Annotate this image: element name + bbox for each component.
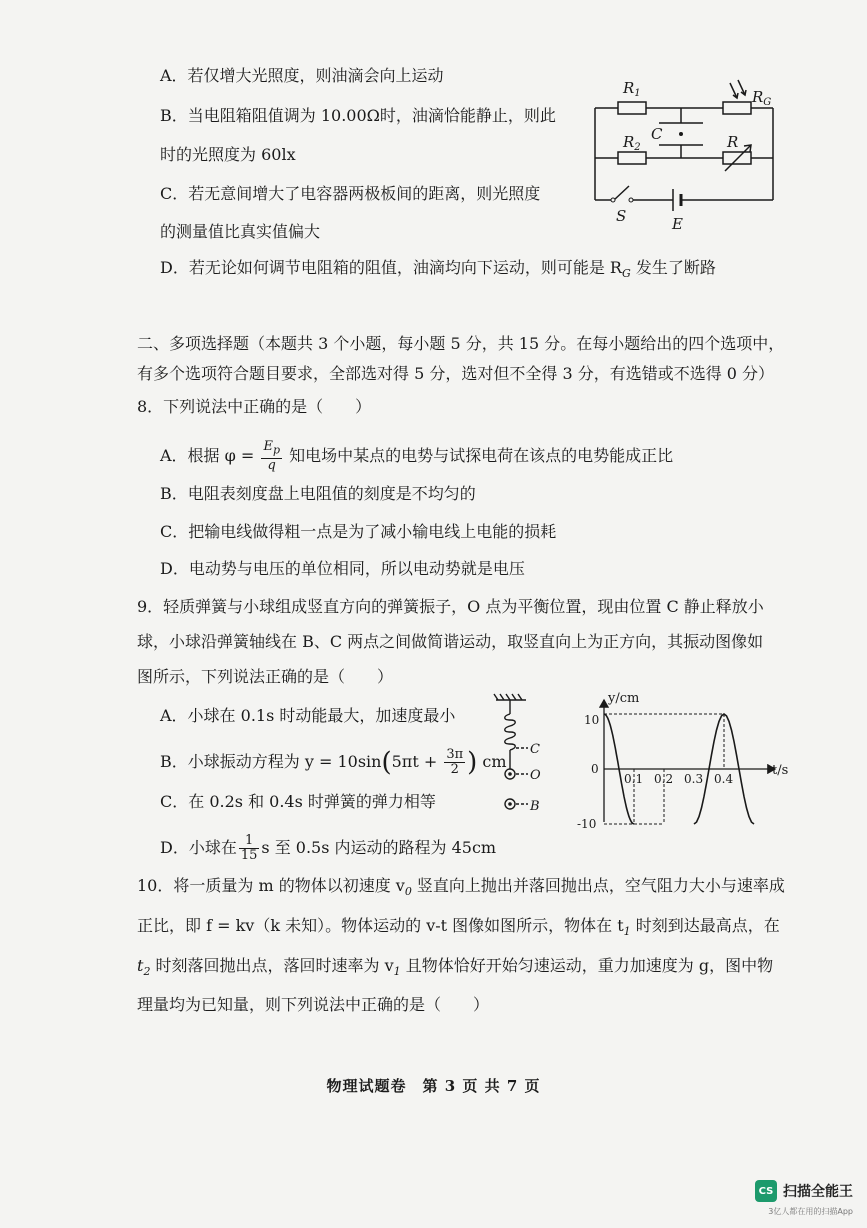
q7-option-a: A．若仅增大光照度，则油滴会向上运动 <box>160 66 444 85</box>
y-tick-label: 0 <box>591 762 599 776</box>
label-rg: $R_G$ <box>752 88 772 108</box>
q8-stem: 8．下列说法中正确的是（ ） <box>137 397 372 416</box>
label-s: S <box>616 207 627 225</box>
q7-option-c-line2: 的测量值比真实值偏大 <box>160 222 321 241</box>
q7-option-b-line2: 时的光照度为 60lx <box>160 145 296 164</box>
x-tick-label: 0.4 <box>714 772 734 786</box>
x-axis-label: t/s <box>772 763 789 778</box>
label-r2: $R_2$ <box>623 133 641 153</box>
page-footer: 物理试题卷 第 3 页 共 7 页 <box>326 1077 541 1095</box>
q7-option-c-line1: C．若无意间增大了电容器两极板间的距离，则光照度 <box>160 184 541 203</box>
spring-label-c: C <box>530 742 540 757</box>
spring-oscillator-figure <box>488 692 558 822</box>
section2-heading-line1: 二、多项选择题（本题共 3 个小题，每小题 5 分，共 15 分。在每小题给出的四个选项中， <box>137 334 785 353</box>
scanner-watermark <box>755 1180 853 1202</box>
y-axis-label: y/cm <box>608 691 640 706</box>
label-r: R <box>727 133 739 151</box>
circuit-diagram <box>585 75 785 235</box>
label-c: C <box>651 125 663 143</box>
q9-stem-line3: 图所示，下列说法正确的是（ ） <box>137 667 394 686</box>
y-tick-label: 10 <box>584 713 600 727</box>
spring-label-b: B <box>530 799 540 814</box>
q10-line1: 10．将一质量为 m 的物体以初速度 $v_0$ 竖直向上抛出并落回抛出点，空气阻力大小与速率成 <box>137 876 785 899</box>
q10-line3: $t_2$ 时刻落回抛出点，落回时速率为 $v_1$ 且物体恰好开始匀速运动，重力加速度为 g，图中物 <box>137 956 774 979</box>
x-tick-label: 0.1 <box>624 772 644 786</box>
q8-option-c: C．把输电线做得粗一点是为了减小输电线上电能的损耗 <box>160 522 557 541</box>
q7-option-b-line1: B．当电阻箱阻值调为 10.00Ω时，油滴恰能静止，则此 <box>160 106 556 125</box>
q9-option-b: B．小球振动方程为 y = 10sin(5πt + $\frac{3\pi}{2}$ ) cm <box>160 747 507 778</box>
x-tick-label: 0.2 <box>654 772 674 786</box>
scanner-tagline: 3亿人都在用的扫描App <box>768 1207 853 1216</box>
q9-stem-line1: 9．轻质弹簧与小球组成竖直方向的弹簧振子，O 点为平衡位置，现由位置 C 静止释放小 <box>137 597 764 616</box>
y-tick-label: -10 <box>577 817 597 830</box>
label-r1: $R_1$ <box>623 79 641 99</box>
q8-option-b: B．电阻表刻度盘上电阻值的刻度是不均匀的 <box>160 484 476 503</box>
q10-line2: 正比，即 f = kv（k 未知）。物体运动的 v-t 图像如图所示，物体在 $t_1$ 时刻到达最高点，在 <box>137 916 780 939</box>
scanner-logo-icon: CS <box>755 1180 777 1202</box>
q7-option-d: D．若无论如何调节电阻箱的阻值，油滴均向下运动，则可能是 $R_G$ 发生了断路 <box>160 258 716 281</box>
q8-option-d: D．电动势与电压的单位相同，所以电动势就是电压 <box>160 559 525 578</box>
q9-stem-line2: 球，小球沿弹簧轴线在 B、C 两点之间做简谐运动，取竖直向上为正方向，其振动图像如 <box>137 632 764 651</box>
label-e: E <box>672 215 683 233</box>
q9-option-a: A．小球在 0.1s 时动能最大，加速度最小 <box>160 706 456 725</box>
vibration-graph <box>570 690 800 830</box>
q8-option-a: A．根据 φ = $\frac{E_p}{q}$ 知电场中某点的电势与试探电荷在该点的电势能成正比 <box>160 439 674 473</box>
spring-label-o: O <box>530 768 541 783</box>
x-tick-label: 0.3 <box>684 772 704 786</box>
q9-option-c: C．在 0.2s 和 0.4s 时弹簧的弹力相等 <box>160 792 436 811</box>
q9-option-d: D．小球在 $\frac{1}{15}$ s 至 0.5s 内运动的路程为 45cm <box>160 833 497 863</box>
section2-heading-line2: 有多个选项符合题目要求，全部选对得 5 分，选对但不全得 3 分，有选错或不选得 0 分） <box>137 364 775 383</box>
scanner-name: 扫描全能王 <box>783 1184 853 1200</box>
q10-line4: 理量均为已知量，则下列说法中正确的是（ ） <box>137 995 490 1014</box>
